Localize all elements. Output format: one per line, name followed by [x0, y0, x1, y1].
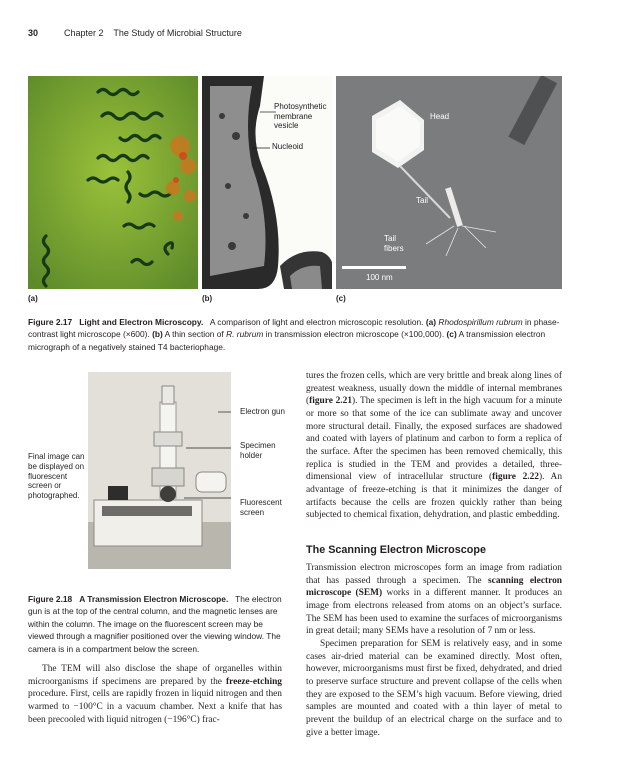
- right-column-text: tures the frozen cells, which are very brittle and break along lines of greatest weakness, usually down the middle of internal membranes (figure 2.21). The specimen is left in the high vacuum for a minute or more so that some of the ice can sublimate away and uncover more structural detail. Finally, the exposed surfaces are shadowed and coated with layers of platinum and carbon to form a replica of the surface. After the specimen has been removed chemically, this replica is studied in the TEM and provides a detailed, three-dimensional view of intracellular structure (figure 2.22). An advantage of freeze-etching is that it minimizes the danger of artifacts because the cells are frozen quickly rather than being subjected to chemical fixation, dehydration, and plastic embedding.: [306, 371, 563, 521]
- final-image-label: Final image can be displayed on fluorescent screen or photographed.: [28, 452, 85, 501]
- annotation-tail-fibers: Tail fibers: [384, 234, 404, 253]
- annotation-head: Head: [430, 112, 450, 121]
- spirillum-micrograph-image: [28, 76, 198, 289]
- figure-217-caption: [28, 316, 562, 353]
- annotation-photosynthetic-vesicle: Photosynthetic membrane vesicle: [274, 102, 327, 130]
- electron-microscope-image: [88, 372, 231, 569]
- figure-217b-micrograph: [202, 76, 332, 289]
- figure-217-title: Light and Electron Microscopy.: [79, 317, 204, 327]
- left-column-text: The TEM will also disclose the shape of organelles within microorganisms if specimens are prepared by the freeze-etching procedure. First, cells are rapidly frozen in liquid nitrogen and then warmed to −100°C in a vacuum chamber. Next a knife that has been precooled with liquid nitrogen (−196°C) frac-: [28, 664, 282, 725]
- page-number: 30: [28, 28, 39, 38]
- figure-217c-micrograph: [336, 76, 562, 289]
- running-header: Chapter 2 The Study of Microbial Structure: [64, 28, 242, 38]
- panel-label-c: (c): [336, 294, 346, 303]
- panel-label-b: (b): [202, 294, 213, 303]
- figure-217-caption-text: A comparison of light and electron microscopic resolution. (a) Rhodospirillum rubrum in phase-contrast light microscope (×600). (b) A thin section of R. rubrum in transmission electron microscope (×100,000). (c) A transmission electron micrograph of a negatively stained T4 bacteriophage.: [28, 317, 560, 352]
- figure-217a-micrograph: [28, 76, 198, 289]
- annotation-tail: Tail: [416, 196, 429, 205]
- annotation-nucleoid: Nucleoid: [272, 142, 304, 151]
- section-heading: The Scanning Electron Microscope: [306, 544, 486, 556]
- panel-label-a: (a): [28, 294, 38, 303]
- section-body: Transmission electron microscopes form an image from radiation that has passed through a specimen. The scanning electron microscope (SEM) works in a different manner. It produces an image from electrons released from atoms on an object’s surface. The SEM has been used to examine the surfaces of microorganisms in great detail; many SEMs have a resolution of 7 nm or less. Specimen preparation for SEM is relatively easy, and in some cases air-dried material can be examined directly. Most often, however, microorganisms must first be fixed, dehydrated, and dried to preserve surface structure and prevent collapse of the cells when they are exposed to the SEM’s high vacuum. Before viewing, dried samples are mounted and coated with a thin layer of metal to prevent the buildup of an electrical charge on the surface and to give a better image.: [306, 563, 563, 738]
- figure-218-caption: [28, 593, 282, 655]
- tem-instrument-photo: [88, 372, 231, 569]
- figure-218-caption-text: The electron gun is at the top of the central column, and the magnetic lenses are within the column. The image on the fluorescent screen may be viewed through a magnifier positioned over the viewing window. The camera is in a compartment below the screen.: [28, 594, 282, 654]
- figure-217-label: Figure 2.17: [28, 317, 73, 327]
- fluorescent-screen-label: Fluorescent screen: [240, 498, 282, 517]
- scale-bar: [342, 266, 406, 269]
- t4-phage-image: [336, 76, 562, 289]
- annotation-scale: 100 nm: [366, 273, 393, 282]
- figure-218-title: A Transmission Electron Microscope.: [79, 594, 229, 604]
- electron-gun-label: Electron gun: [240, 407, 285, 416]
- figure-218-label: Figure 2.18: [28, 594, 73, 604]
- specimen-holder-label: Specimen holder: [240, 441, 276, 460]
